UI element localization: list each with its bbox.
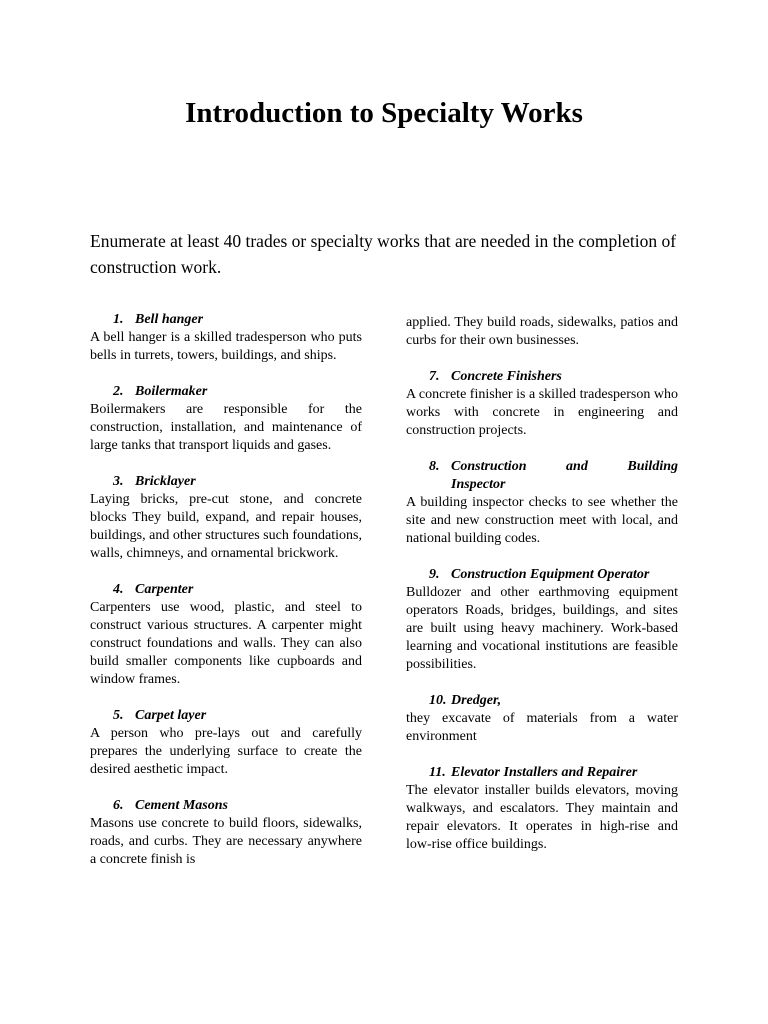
item-number: 1. bbox=[113, 312, 124, 327]
item-number: 3. bbox=[113, 474, 124, 489]
item-number: 11. bbox=[429, 765, 446, 780]
item-heading-text: Bell hanger bbox=[135, 312, 204, 327]
item-heading bbox=[90, 707, 362, 725]
intro-paragraph: Enumerate at least 40 trades or specialty works that are needed in the completion of construction work. bbox=[90, 231, 677, 277]
item-body: A concrete finisher is a skilled tradesperson who works with concrete in engineering and construction projects. bbox=[406, 387, 678, 438]
item-number: 9. bbox=[429, 567, 440, 582]
item-heading bbox=[406, 368, 678, 386]
item-heading bbox=[406, 764, 678, 782]
item-number: 4. bbox=[113, 582, 124, 597]
item-body: they excavate of materials from a water environment bbox=[406, 711, 678, 744]
item-heading-text: Construction Equipment Operator bbox=[451, 567, 650, 582]
item-number: 2. bbox=[113, 384, 124, 399]
item-body: Boilermakers are responsible for the construction, installation, and maintenance of large tanks that transport liquids and gases. bbox=[90, 402, 362, 453]
item-heading bbox=[90, 473, 362, 491]
list-item bbox=[406, 368, 678, 440]
item-heading-text: Construction and Building bbox=[451, 459, 678, 474]
list-item bbox=[90, 797, 362, 869]
item-body: A building inspector checks to see whether the site and new construction meet with local, and national building codes. bbox=[406, 495, 678, 546]
list-item bbox=[90, 473, 362, 563]
item-number: 6. bbox=[113, 798, 124, 813]
item-heading bbox=[90, 311, 362, 329]
item-heading-text: Concrete Finishers bbox=[451, 369, 562, 384]
item-heading bbox=[406, 458, 678, 476]
item-heading bbox=[90, 383, 362, 401]
item-heading-text: Boilermaker bbox=[135, 384, 208, 399]
item-body: Carpenters use wood, plastic, and steel to construct various structures. A carpenter might construct foundations and walls. They can also build smaller components like cupboards and window frames. bbox=[90, 600, 362, 687]
list-item bbox=[90, 383, 362, 455]
item-heading-line2: Inspector bbox=[451, 477, 506, 492]
item-heading-text: Dredger, bbox=[451, 693, 502, 708]
continuation-text: applied. They build roads, sidewalks, patios and curbs for their own businesses. bbox=[406, 315, 678, 348]
item-number: 8. bbox=[429, 459, 440, 474]
item-number: 10. bbox=[429, 693, 447, 708]
item-body: Laying bricks, pre-cut stone, and concrete blocks They build, expand, and repair houses, buildings, and other structures such foundations, walls, chimneys, and ornamental brickwork. bbox=[90, 492, 362, 561]
item-heading bbox=[406, 566, 678, 584]
item-body: Bulldozer and other earthmoving equipment operators Roads, bridges, buildings, and sites are built using heavy machinery. Work-based learning and vocational institutions are feasible possibilities. bbox=[406, 585, 678, 672]
list-item bbox=[406, 458, 678, 548]
item-heading-text: Carpet layer bbox=[135, 708, 207, 723]
list-item bbox=[90, 311, 362, 365]
right-column bbox=[406, 314, 678, 854]
item-heading bbox=[90, 581, 362, 599]
page-title: Introduction to Specialty Works bbox=[185, 97, 583, 129]
item-number: 5. bbox=[113, 708, 124, 723]
item-heading-text: Carpenter bbox=[135, 582, 194, 597]
item-heading-text: Elevator Installers and Repairer bbox=[451, 765, 638, 780]
item-body: The elevator installer builds elevators, moving walkways, and escalators. They maintain and repair elevators. It operates in high-rise and low-rise office buildings. bbox=[406, 783, 678, 852]
list-item bbox=[90, 581, 362, 689]
item-body: A bell hanger is a skilled tradesperson who puts bells in turrets, towers, buildings, and ships. bbox=[90, 330, 362, 363]
item-heading-text: Bricklayer bbox=[135, 474, 196, 489]
item-body: A person who pre-lays out and carefully prepares the underlying surface to create the desired aesthetic impact. bbox=[90, 726, 362, 777]
list-item bbox=[406, 566, 678, 674]
item-heading-text: Cement Masons bbox=[135, 798, 228, 813]
list-item bbox=[406, 764, 678, 854]
item-number: 7. bbox=[429, 369, 440, 384]
item-heading bbox=[90, 797, 362, 815]
left-column bbox=[90, 311, 362, 869]
list-item bbox=[90, 707, 362, 779]
item-body: Masons use concrete to build floors, sidewalks, roads, and curbs. They are necessary anywhere a concrete finish is bbox=[90, 816, 362, 867]
list-item bbox=[406, 692, 678, 746]
item-heading bbox=[406, 692, 678, 710]
